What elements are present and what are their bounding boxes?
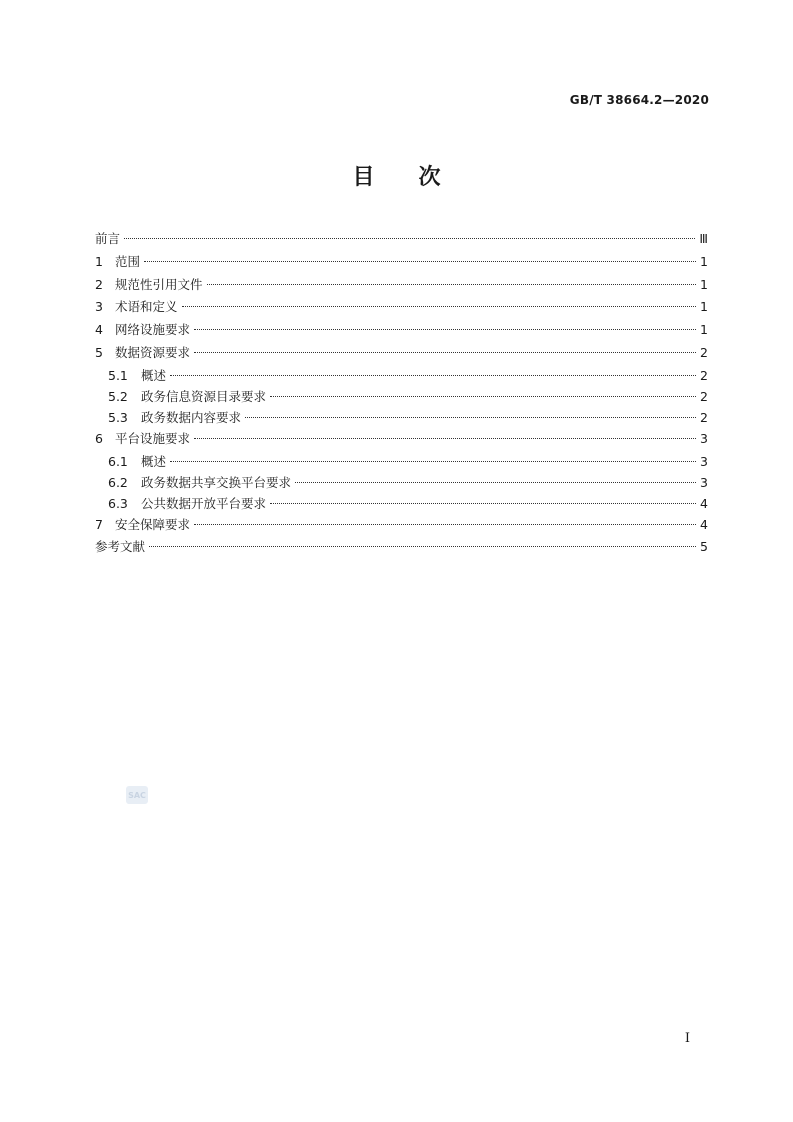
toc-entry-number: 5.1 (108, 367, 128, 383)
toc-leader-dots (144, 261, 696, 262)
toc-entry-number: 5.2 (108, 388, 128, 404)
toc-leader-dots (295, 482, 696, 483)
toc-entry-number: 5 (95, 344, 103, 360)
toc-leader-dots (194, 352, 696, 353)
toc-entry-6[interactable] (95, 428, 708, 451)
title-char-2: 次 (418, 165, 441, 190)
toc-leader-dots (194, 524, 696, 525)
toc-entry-5-2[interactable] (95, 386, 708, 407)
toc-leader-dots (270, 503, 696, 504)
toc-entry-3[interactable] (95, 296, 708, 319)
toc-entry-page: 3 (700, 474, 708, 490)
toc-entry-page: 2 (700, 367, 708, 383)
toc-leader-dots (170, 461, 696, 462)
toc-entry-label: 公共数据开放平台要求 (141, 495, 267, 511)
toc-entry-2[interactable] (95, 274, 708, 297)
toc-entry-foreword[interactable] (95, 228, 708, 251)
toc-leader-dots (124, 238, 695, 239)
toc-leader-dots (245, 417, 696, 418)
toc-leader-dots (194, 438, 696, 439)
toc-entry-label: 政务信息资源目录要求 (141, 388, 267, 404)
toc-entry-page: 1 (700, 253, 708, 269)
toc-entry-label: 概述 (141, 367, 167, 383)
toc-entry-7[interactable] (95, 514, 708, 537)
page-number: I (684, 1031, 690, 1046)
toc-entry-number: 6.1 (108, 453, 128, 469)
toc-leader-dots (182, 306, 696, 307)
toc-entry-number: 3 (95, 299, 103, 315)
sac-watermark-logo: SAC (126, 786, 148, 804)
toc-entry-label: 概述 (141, 453, 167, 469)
toc-entry-label: 政务数据内容要求 (141, 409, 242, 425)
toc-entry-page: 3 (700, 453, 708, 469)
toc-entry-page: 4 (700, 495, 708, 511)
toc-entry-label: 安全保障要求 (115, 516, 191, 532)
toc-entry-5-3[interactable] (95, 407, 708, 428)
toc-entry-number: 6.3 (108, 495, 128, 511)
toc-entry-label: 网络设施要求 (115, 322, 191, 338)
toc-leader-dots (270, 396, 696, 397)
toc-entry-label: 参考文献 (95, 539, 146, 555)
toc-entry-number: 1 (95, 253, 103, 269)
toc-entry-page: 2 (700, 388, 708, 404)
toc-entry-page: 2 (700, 409, 708, 425)
toc-entry-6-3[interactable] (95, 493, 708, 514)
toc-entry-label: 规范性引用文件 (115, 276, 203, 292)
toc-entry-page: Ⅲ (699, 231, 708, 246)
title-char-1: 目 (352, 165, 375, 190)
toc-entry-page: 1 (700, 322, 708, 338)
standard-code: GB/T 38664.2—2020 (569, 93, 709, 107)
toc-entry-label: 平台设施要求 (115, 430, 191, 446)
toc-leader-dots (170, 375, 696, 376)
toc-entry-page: 4 (700, 516, 708, 532)
toc-entry-label: 范围 (115, 253, 141, 269)
table-of-contents (95, 228, 708, 559)
toc-entry-label: 政务数据共享交换平台要求 (141, 474, 292, 490)
toc-entry-page: 2 (700, 344, 708, 360)
toc-entry-number: 7 (95, 516, 103, 532)
toc-leader-dots (207, 284, 696, 285)
toc-entry-bibliography[interactable] (95, 536, 708, 559)
toc-entry-number: 2 (95, 276, 103, 292)
page-title (0, 160, 793, 191)
toc-entry-5[interactable] (95, 342, 708, 365)
toc-entry-1[interactable] (95, 251, 708, 274)
toc-entry-number: 6.2 (108, 474, 128, 490)
toc-entry-number: 4 (95, 322, 103, 338)
toc-entry-5-1[interactable] (95, 365, 708, 386)
toc-entry-page: 5 (700, 539, 708, 555)
toc-entry-number: 5.3 (108, 409, 128, 425)
toc-entry-label: 术语和定义 (115, 299, 178, 315)
toc-entry-number: 6 (95, 430, 103, 446)
toc-entry-label: 数据资源要求 (115, 344, 191, 360)
toc-entry-6-2[interactable] (95, 472, 708, 493)
toc-leader-dots (149, 546, 696, 547)
toc-entry-page: 3 (700, 430, 708, 446)
toc-entry-page: 1 (700, 299, 708, 315)
toc-entry-6-1[interactable] (95, 451, 708, 472)
toc-entry-page: 1 (700, 276, 708, 292)
toc-leader-dots (194, 329, 696, 330)
toc-entry-label: 前言 (95, 231, 121, 246)
toc-entry-4[interactable] (95, 319, 708, 342)
